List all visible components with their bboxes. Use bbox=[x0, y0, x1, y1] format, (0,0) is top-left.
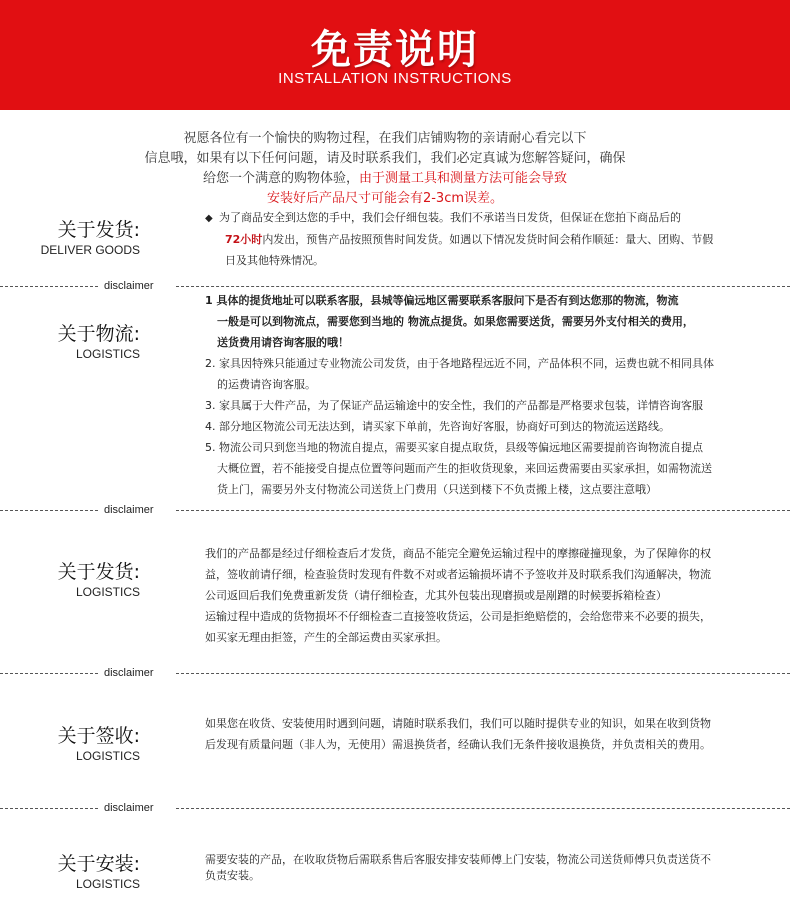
list-item: 送货费用请咨询客服的哦！ bbox=[217, 336, 349, 349]
divider-label: disclaimer bbox=[104, 504, 154, 516]
section-title-cn: 关于发货: bbox=[57, 561, 140, 583]
list-item: 一般是可以到物流点，需要您到当地的 物流点提货。如果您需要送货，需要另外支付相关的费用， bbox=[217, 315, 694, 328]
divider-line bbox=[176, 286, 790, 287]
section-heading-delivery bbox=[0, 218, 140, 258]
section-heading-receipt bbox=[0, 724, 140, 764]
paragraph-line: 日及其他特殊情况。 bbox=[225, 254, 324, 267]
paragraph-line: 需要安装的产品，在收取货物后需联系售后客服安排安装师傅上门安装，物流公司送货师傅只负责送货不 bbox=[205, 853, 711, 866]
disclaimer-divider bbox=[0, 666, 790, 680]
list-item: 货上门，需要另外支付物流公司送货上门费用（只送到楼下不负责搬上楼，这点要注意哦） bbox=[217, 483, 657, 496]
section-body-installation bbox=[205, 852, 770, 884]
divider-line bbox=[0, 808, 98, 809]
section-title-cn: 关于发货: bbox=[57, 219, 140, 241]
section-title-cn: 关于安装: bbox=[57, 853, 140, 875]
section-heading-logistics bbox=[0, 322, 140, 362]
paragraph-line: 负责安装。 bbox=[205, 869, 260, 882]
section-body-logistics bbox=[205, 290, 780, 500]
paragraph-line bbox=[205, 207, 765, 229]
section-title-en: LOGISTICS bbox=[75, 347, 140, 361]
disclaimer-divider bbox=[0, 801, 790, 815]
paragraph-line bbox=[205, 229, 765, 250]
paragraph-text: 为了商品安全到达您的手中，我们会仔细包装。我们不承诺当日发货，但保证在您拍下商品后的 bbox=[219, 211, 681, 224]
highlight-72h: 72小时 bbox=[225, 233, 263, 246]
divider-line bbox=[176, 673, 790, 674]
paragraph-line: 运输过程中造成的货物损坏不仔细检查二直接签收货运，公司是拒绝赔偿的，会给您带来不必要的损失， bbox=[205, 610, 711, 623]
section-heading-installation bbox=[0, 852, 140, 892]
disclaimer-divider bbox=[0, 503, 790, 517]
divider-line bbox=[0, 286, 98, 287]
divider-line bbox=[0, 510, 98, 511]
section-body-inspection bbox=[205, 543, 770, 648]
intro-text: 给您一个满意的购物体验， bbox=[202, 171, 359, 186]
section-heading-inspection bbox=[0, 560, 140, 600]
intro-warning: 由于测量工具和测量方法可能会导致 bbox=[359, 171, 568, 186]
list-item: 4. 部分地区物流公司无法达到，请买家下单前，先咨询好客服，协商好可到达的物流运送路线。 bbox=[205, 420, 670, 433]
diamond-bullet-icon: ◆ bbox=[205, 213, 213, 224]
paragraph-line: 益，签收前请仔细，检查验货时发现有件数不对或者运输损坏请不予签收并及时联系我们沟通解决，物流 bbox=[205, 568, 711, 581]
divider-line bbox=[176, 510, 790, 511]
header-banner bbox=[0, 0, 790, 110]
intro-line bbox=[100, 169, 670, 189]
paragraph-text: 内发出，预售产品按照预售时间发货。如遇以下情况发货时间会稍作顺延：量大、团购、节假 bbox=[262, 233, 714, 246]
paragraph-line: 公司返回后我们免费重新发货（请仔细检查，尤其外包装出现磨损或是剐蹭的时候要拆箱检查） bbox=[205, 589, 667, 602]
divider-line bbox=[0, 673, 98, 674]
list-item: 大概位置，若不能接受自提点位置等问题而产生的拒收货现象，来回运费需要由买家承担，如需物流送 bbox=[217, 462, 712, 475]
section-title-en: LOGISTICS bbox=[75, 585, 140, 599]
section-title-en: DELIVER GOODS bbox=[40, 243, 140, 257]
intro-line: 祝愿各位有一个愉快的购物过程，在我们店铺购物的亲请耐心看完以下 bbox=[183, 131, 587, 146]
page-subtitle: INSTALLATION INSTRUCTIONS bbox=[278, 70, 512, 87]
divider-label: disclaimer bbox=[104, 280, 154, 292]
intro-warning: 安装好后产品尺寸可能会有2-3cm误差。 bbox=[266, 191, 504, 206]
section-title-en: LOGISTICS bbox=[75, 877, 140, 891]
section-body-delivery bbox=[205, 207, 765, 271]
list-item: 1 具体的提货地址可以联系客服，县城等偏远地区需要联系客服问下是否有到达您那的物流，物流 bbox=[205, 294, 679, 307]
section-title-en: LOGISTICS bbox=[75, 749, 140, 763]
page-title: 免责说明 bbox=[311, 27, 479, 73]
divider-line bbox=[176, 808, 790, 809]
section-body-receipt bbox=[205, 713, 770, 755]
intro-line: 信息哦，如果有以下任何问题，请及时联系我们，我们必定真诚为您解答疑问，确保 bbox=[144, 151, 626, 166]
list-item: 的运费请咨询客服。 bbox=[217, 378, 316, 391]
paragraph-line: 我们的产品都是经过仔细检查后才发货，商品不能完全避免运输过程中的摩擦碰撞现象，为了保障你的权 bbox=[205, 547, 711, 560]
list-item: 2. 家具因特殊只能通过专业物流公司发货，由于各地路程远近不同，产品体积不同，运费也就不相同具体 bbox=[205, 357, 714, 370]
divider-label: disclaimer bbox=[104, 802, 154, 814]
paragraph-line: 后发现有质量问题（非人为，无使用）需退换货者，经确认我们无条件接收退换货，并负责相关的费用。 bbox=[205, 738, 711, 751]
intro-paragraph bbox=[100, 129, 670, 209]
divider-label: disclaimer bbox=[104, 667, 154, 679]
paragraph-line: 如买家无理由拒签，产生的全部运费由买家承担。 bbox=[205, 631, 447, 644]
section-title-cn: 关于签收: bbox=[57, 725, 140, 747]
paragraph-line: 如果您在收货、安装使用时遇到问题，请随时联系我们，我们可以随时提供专业的知识，如果在收到货物 bbox=[205, 717, 711, 730]
list-item: 5. 物流公司只到您当地的物流自提点，需要买家自提点取货，县级等偏远地区需要提前咨询物流自提点 bbox=[205, 441, 703, 454]
section-title-cn: 关于物流: bbox=[57, 323, 140, 345]
list-item: 3. 家具属于大件产品，为了保证产品运输途中的安全性，我们的产品都是严格要求包装，详情咨询客服 bbox=[205, 399, 703, 412]
